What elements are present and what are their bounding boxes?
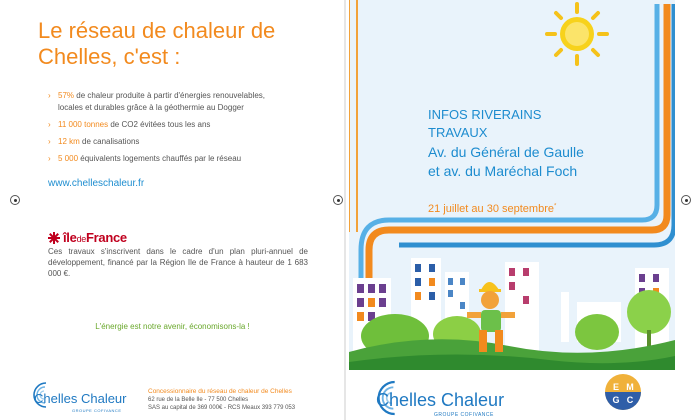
hole-punch-icon [333,195,343,205]
sun-icon [547,4,607,64]
ile-de-france-emblem-icon [48,232,60,244]
logo-text: de [76,234,86,244]
fact-text: de canalisations [79,137,140,146]
page-fold [344,0,346,420]
fact-text-line2: locales et durables grâce à la géothermie au Dogger [58,103,244,112]
concession-title: Concessionnaire du réseau de chaleur de Chelles [148,388,292,395]
logo-subtitle: GROUPE COFIVANCE [72,408,122,413]
concession-info [148,388,295,412]
dates-footnote-mark: * [553,203,557,210]
fact-highlight: 11 000 tonnes [58,120,109,129]
fact-highlight: 57% [58,91,75,100]
website-link[interactable]: www.chelleschaleur.fr [48,178,145,189]
heading [38,18,275,70]
cover-title-line-1: INFOS RIVERAINS [428,107,542,122]
chevron-right-icon: › [48,154,51,163]
city-works-illustration [349,0,675,370]
logo-text: France [85,230,127,245]
heading-line-1: Le réseau de chaleur de [38,18,276,43]
legal-info: SAS au capital de 369 000€ - RCS Meaux 393 779 053 [148,405,296,411]
cover-illustration [349,0,675,370]
heading-line-2: Chelles, c'est : [38,44,181,69]
logo-name: Chelles Chaleur [34,391,127,406]
funding-text: Ces travaux s'inscrivent dans le cadre d'un plan pluri-annuel de développement, financé par la Région Ile de France à hauteur de 1 683 000 €. [48,247,308,278]
emgc-letter: E [612,382,620,392]
list-item [48,119,265,131]
street-line-2: et av. du Maréchal Foch [428,163,578,179]
address: 62 rue de la Belle Ile - 77 500 Chelles [148,397,249,403]
logo-name: Chelles Chaleur [376,390,505,410]
list-item [48,153,265,165]
facts-list [48,90,265,170]
chevron-right-icon: › [48,137,51,146]
works-dates [428,203,556,215]
dates-text: 21 juillet au 30 septembre [428,203,554,215]
cover-title [428,106,584,180]
emgc-letter: M [626,382,634,392]
ile-de-france-logo [48,230,127,245]
emgc-letter: G [612,395,620,405]
emgc-letter: C [626,395,634,405]
fact-text: de chaleur produite à partir d'énergies renouvelables, [74,91,265,100]
street-line-1: Av. du Général de Gaulle [428,144,584,160]
hole-punch-icon [681,195,691,205]
list-item [48,90,265,114]
chevron-right-icon: › [48,120,51,129]
list-item [48,136,265,148]
cover-title-line-2: TRAVAUX [428,125,488,140]
fact-highlight: 5 000 [58,154,79,163]
fact-text: équivalents logements chauffés par le réseau [78,154,242,163]
emgc-logo [605,374,641,410]
chevron-right-icon: › [48,91,51,100]
slogan: L'énergie est notre avenir, économisons-la ! [95,322,250,331]
logo-subtitle: GROUPE COFIVANCE [434,412,494,418]
logo-text: île [63,230,77,245]
hole-punch-icon [10,195,20,205]
fact-highlight: 12 km [58,137,80,146]
fact-text: de CO2 évitées tous les ans [108,120,211,129]
